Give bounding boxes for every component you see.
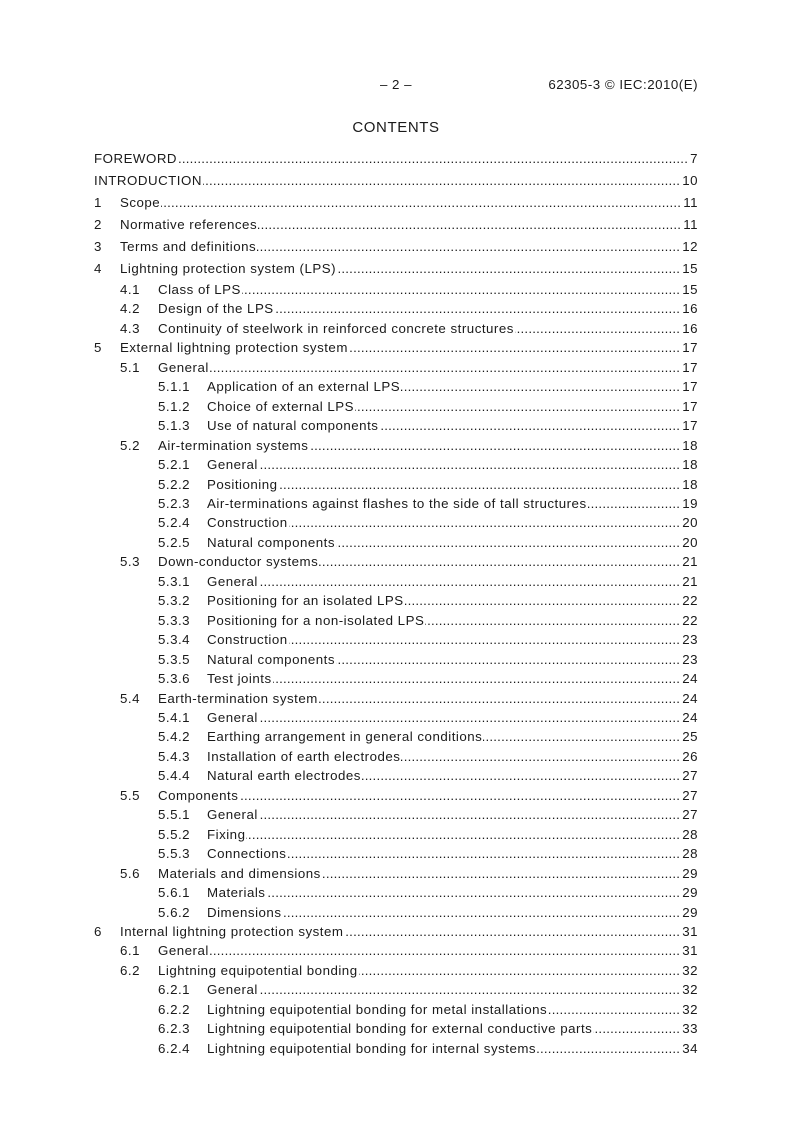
dot-leader xyxy=(239,786,680,805)
toc-entry[interactable] xyxy=(94,299,698,318)
toc-entry-page: 26 xyxy=(682,748,698,764)
toc-entry-page: 20 xyxy=(682,534,698,550)
toc-entry-title: Use of natural components xyxy=(207,418,379,434)
toc-entry-title: Lightning protection system (LPS) xyxy=(120,261,337,276)
dot-leader xyxy=(588,494,681,513)
toc-entry-title: FOREWORD xyxy=(94,151,178,166)
toc-entry-number: 5.2.5 xyxy=(158,534,191,550)
toc-entry-page: 27 xyxy=(682,768,698,784)
toc-entry-title: Construction xyxy=(207,515,288,531)
toc-entry[interactable] xyxy=(94,148,698,170)
toc-entry-page: 18 xyxy=(682,476,698,492)
toc-entry[interactable] xyxy=(94,338,698,357)
toc-entry[interactable] xyxy=(94,258,698,280)
toc-entry-number: 5.3.2 xyxy=(158,593,191,609)
dot-leader xyxy=(355,397,680,416)
toc-entry-title: Lightning equipotential bonding for internal systems xyxy=(207,1040,537,1056)
toc-entry-title: Test joints xyxy=(207,671,272,687)
toc-entry-page: 17 xyxy=(682,359,698,375)
toc-entry-page: 24 xyxy=(682,690,698,706)
toc-entry-number: 6 xyxy=(94,923,102,939)
toc-entry-page: 21 xyxy=(682,573,698,589)
toc-entry-number: 4 xyxy=(94,261,102,276)
dot-leader xyxy=(210,358,680,377)
toc-entry-number: 1 xyxy=(94,195,102,210)
toc-entry-page: 32 xyxy=(682,962,698,978)
toc-entry-page: 21 xyxy=(682,554,698,570)
dot-leader xyxy=(258,214,681,236)
toc-entry[interactable] xyxy=(94,611,698,630)
toc-entry[interactable] xyxy=(94,689,698,708)
dot-leader xyxy=(319,552,680,571)
toc-entry-title: General xyxy=(207,457,258,473)
toc-entry-title: Terms and definitions xyxy=(120,239,257,254)
toc-entry-title: INTRODUCTION xyxy=(94,173,202,188)
toc-entry-title: Normative references xyxy=(120,217,258,232)
toc-entry[interactable] xyxy=(94,214,698,236)
toc-entry-number: 6.2.3 xyxy=(158,1021,191,1037)
table-of-contents xyxy=(94,148,698,1058)
dot-leader xyxy=(336,533,680,552)
toc-entry[interactable] xyxy=(94,786,698,805)
toc-entry-number: 5.1.2 xyxy=(158,398,191,414)
toc-entry-number: 6.1 xyxy=(120,943,140,959)
toc-entry[interactable] xyxy=(94,455,698,474)
dot-leader xyxy=(259,455,680,474)
dot-leader xyxy=(401,747,680,766)
toc-entry[interactable] xyxy=(94,416,698,435)
toc-entry-number: 4.2 xyxy=(120,301,140,317)
toc-entry[interactable] xyxy=(94,377,698,396)
toc-entry-number: 5.4 xyxy=(120,690,140,706)
toc-entry[interactable] xyxy=(94,630,698,649)
toc-entry-title: Natural earth electrodes xyxy=(207,768,361,784)
dot-leader xyxy=(362,766,680,785)
dot-leader xyxy=(336,650,680,669)
toc-entry-page: 15 xyxy=(682,282,698,297)
dot-leader xyxy=(246,825,680,844)
toc-entry-page: 17 xyxy=(682,340,698,356)
toc-entry-title: Construction xyxy=(207,632,288,648)
dot-leader xyxy=(161,192,681,214)
dot-leader xyxy=(279,475,681,494)
toc-entry-page: 34 xyxy=(682,1040,698,1056)
toc-entry-number: 5.5.1 xyxy=(158,807,191,823)
toc-entry-number: 4.1 xyxy=(120,282,140,297)
toc-entry[interactable] xyxy=(94,319,698,338)
toc-entry-number: 5.1.3 xyxy=(158,418,191,434)
toc-entry-number: 5.2 xyxy=(120,437,140,453)
toc-entry-number: 2 xyxy=(94,217,102,232)
toc-entry-page: 33 xyxy=(682,1021,698,1037)
toc-entry-number: 5.4.3 xyxy=(158,748,191,764)
toc-entry[interactable] xyxy=(94,980,698,999)
toc-entry-page: 17 xyxy=(682,418,698,434)
toc-entry-title: Positioning for an isolated LPS xyxy=(207,593,404,609)
toc-entry-page: 16 xyxy=(682,320,698,336)
toc-entry-page: 29 xyxy=(682,904,698,920)
toc-entry[interactable] xyxy=(94,844,698,863)
dot-leader xyxy=(548,1000,680,1019)
toc-entry[interactable] xyxy=(94,766,698,785)
toc-entry-page: 24 xyxy=(682,671,698,687)
toc-entry-title: Class of LPS xyxy=(158,282,241,297)
toc-entry-number: 5.2.4 xyxy=(158,515,191,531)
dot-leader xyxy=(273,669,681,688)
dot-leader xyxy=(319,689,680,708)
dot-leader xyxy=(289,630,681,649)
dot-leader xyxy=(257,236,680,258)
dot-leader xyxy=(593,1019,680,1038)
toc-entry-page: 32 xyxy=(682,1001,698,1017)
toc-entry-page: 10 xyxy=(682,173,698,188)
dot-leader xyxy=(259,708,680,727)
toc-entry-number: 5 xyxy=(94,340,102,356)
toc-entry-number: 6.2.4 xyxy=(158,1040,191,1056)
toc-entry-title: Air-terminations against flashes to the side of tall structures xyxy=(207,495,587,511)
toc-entry[interactable] xyxy=(94,1000,698,1019)
toc-entry-number: 5.4.1 xyxy=(158,709,191,725)
dot-leader xyxy=(537,1039,680,1058)
toc-entry-title: Components xyxy=(158,787,239,803)
toc-entry-title: Lightning equipotential bonding for external conductive parts xyxy=(207,1021,593,1037)
dot-leader xyxy=(359,961,681,980)
toc-entry-number: 5.5.2 xyxy=(158,826,191,842)
toc-entry-page: 31 xyxy=(682,943,698,959)
toc-entry-number: 5.6.1 xyxy=(158,885,191,901)
toc-entry-number: 5.6 xyxy=(120,865,140,881)
toc-entry[interactable] xyxy=(94,397,698,416)
toc-entry-title: General xyxy=(158,359,209,375)
toc-entry-page: 17 xyxy=(682,398,698,414)
dot-leader xyxy=(337,258,680,280)
toc-entry-page: 7 xyxy=(690,151,698,166)
toc-entry-title: External lightning protection system xyxy=(120,340,348,356)
toc-entry-number: 5.4.4 xyxy=(158,768,191,784)
page-title: CONTENTS xyxy=(352,119,440,136)
toc-entry-page: 16 xyxy=(682,301,698,317)
dot-leader xyxy=(259,805,680,824)
dot-leader xyxy=(259,980,680,999)
toc-entry-page: 23 xyxy=(682,632,698,648)
toc-entry-title: Down-conductor systems xyxy=(158,554,319,570)
dot-leader xyxy=(309,436,680,455)
dot-leader xyxy=(289,513,681,532)
toc-entry-title: Internal lightning protection system xyxy=(120,923,344,939)
dot-leader xyxy=(203,170,680,192)
toc-entry-number: 5.2.2 xyxy=(158,476,191,492)
toc-entry-number: 6.2.2 xyxy=(158,1001,191,1017)
toc-entry[interactable] xyxy=(94,192,698,214)
toc-entry-title: General xyxy=(207,807,258,823)
toc-entry-title: Positioning for a non-isolated LPS xyxy=(207,612,425,628)
toc-entry[interactable] xyxy=(94,170,698,192)
toc-entry[interactable] xyxy=(94,650,698,669)
toc-entry[interactable] xyxy=(94,572,698,591)
toc-entry-title: Positioning xyxy=(207,476,278,492)
toc-entry-page: 22 xyxy=(682,593,698,609)
toc-entry-page: 27 xyxy=(682,807,698,823)
toc-entry[interactable] xyxy=(94,1039,698,1058)
toc-entry-page: 29 xyxy=(682,885,698,901)
dot-leader xyxy=(425,611,680,630)
toc-entry[interactable] xyxy=(94,727,698,746)
toc-entry-title: Installation of earth electrodes xyxy=(207,748,401,764)
toc-entry-number: 5.6.2 xyxy=(158,904,191,920)
toc-entry-title: Dimensions xyxy=(207,904,282,920)
toc-entry[interactable] xyxy=(94,805,698,824)
toc-entry-number: 6.2 xyxy=(120,962,140,978)
toc-entry-title: General xyxy=(207,709,258,725)
toc-entry[interactable] xyxy=(94,533,698,552)
toc-entry-title: Materials and dimensions xyxy=(158,865,321,881)
toc-entry-page: 19 xyxy=(682,495,698,511)
toc-entry-title: Choice of external LPS xyxy=(207,398,355,414)
toc-entry[interactable] xyxy=(94,747,698,766)
toc-entry[interactable] xyxy=(94,708,698,727)
toc-entry-page: 31 xyxy=(682,923,698,939)
toc-entry[interactable] xyxy=(94,494,698,513)
header-document-id: 62305-3 © IEC:2010(E) xyxy=(548,77,698,92)
toc-entry-page: 17 xyxy=(682,379,698,395)
toc-entry-number: 5.3.1 xyxy=(158,573,191,589)
toc-entry[interactable] xyxy=(94,941,698,960)
toc-entry-page: 22 xyxy=(682,612,698,628)
toc-entry[interactable] xyxy=(94,864,698,883)
toc-entry-page: 12 xyxy=(682,239,698,254)
toc-entry-title: Materials xyxy=(207,885,266,901)
dot-leader xyxy=(287,844,680,863)
header-page-number: – 2 – xyxy=(379,77,413,92)
toc-entry-title: Earthing arrangement in general conditions xyxy=(207,729,483,745)
toc-entry-title: Natural components xyxy=(207,651,335,667)
toc-entry-page: 28 xyxy=(682,846,698,862)
toc-entry-number: 5.3.6 xyxy=(158,671,191,687)
toc-entry-title: Air-termination systems xyxy=(158,437,309,453)
toc-entry[interactable] xyxy=(94,883,698,902)
dot-leader xyxy=(275,299,681,318)
toc-entry[interactable] xyxy=(94,436,698,455)
dot-leader xyxy=(259,572,680,591)
toc-entry-page: 20 xyxy=(682,515,698,531)
toc-entry[interactable] xyxy=(94,903,698,922)
dot-leader xyxy=(210,941,680,960)
toc-entry[interactable] xyxy=(94,358,698,377)
toc-entry[interactable] xyxy=(94,280,698,299)
toc-entry-number: 5.5 xyxy=(120,787,140,803)
dot-leader xyxy=(344,922,680,941)
toc-entry-title: General xyxy=(207,982,258,998)
dot-leader xyxy=(401,377,680,396)
toc-entry-title: General xyxy=(207,573,258,589)
toc-entry[interactable] xyxy=(94,513,698,532)
dot-leader xyxy=(379,416,680,435)
dot-leader xyxy=(242,280,680,299)
toc-entry[interactable] xyxy=(94,475,698,494)
toc-entry[interactable] xyxy=(94,1019,698,1038)
toc-entry-number: 3 xyxy=(94,239,102,254)
toc-entry-number: 5.4.2 xyxy=(158,729,191,745)
toc-entry-number: 5.3.3 xyxy=(158,612,191,628)
toc-entry-page: 11 xyxy=(683,195,698,210)
toc-entry-title: Application of an external LPS xyxy=(207,379,401,395)
toc-entry[interactable] xyxy=(94,236,698,258)
toc-entry-page: 25 xyxy=(682,729,698,745)
toc-entry-title: Lightning equipotential bonding xyxy=(158,962,358,978)
toc-entry-title: Lightning equipotential bonding for metal installations xyxy=(207,1001,548,1017)
toc-entry-title: General xyxy=(158,943,209,959)
toc-entry-page: 15 xyxy=(682,261,698,276)
toc-entry[interactable] xyxy=(94,961,698,980)
toc-entry-title: Connections xyxy=(207,846,287,862)
dot-leader xyxy=(282,903,680,922)
toc-entry-title: Continuity of steelwork in reinforced concrete structures xyxy=(158,320,514,336)
dot-leader xyxy=(483,727,680,746)
toc-entry-number: 5.1 xyxy=(120,359,140,375)
toc-entry-title: Earth-termination system xyxy=(158,690,318,706)
dot-leader xyxy=(405,591,681,610)
toc-entry-number: 5.3.4 xyxy=(158,632,191,648)
toc-entry-number: 5.2.3 xyxy=(158,495,191,511)
toc-entry-number: 5.3 xyxy=(120,554,140,570)
dot-leader xyxy=(178,148,688,170)
toc-entry-title: Fixing xyxy=(207,826,246,842)
toc-entry-number: 6.2.1 xyxy=(158,982,191,998)
toc-entry-number: 5.2.1 xyxy=(158,457,191,473)
toc-entry-page: 18 xyxy=(682,457,698,473)
toc-entry-page: 18 xyxy=(682,437,698,453)
toc-entry-title: Natural components xyxy=(207,534,335,550)
toc-entry[interactable] xyxy=(94,552,698,571)
toc-entry-page: 28 xyxy=(682,826,698,842)
toc-entry-page: 29 xyxy=(682,865,698,881)
dot-leader xyxy=(349,338,680,357)
toc-entry[interactable] xyxy=(94,922,698,941)
dot-leader xyxy=(515,319,680,338)
toc-entry[interactable] xyxy=(94,669,698,688)
dot-leader xyxy=(266,883,680,902)
toc-entry[interactable] xyxy=(94,825,698,844)
toc-entry-title: Design of the LPS xyxy=(158,301,274,317)
toc-entry-number: 5.3.5 xyxy=(158,651,191,667)
toc-entry-page: 32 xyxy=(682,982,698,998)
toc-entry-page: 11 xyxy=(683,217,698,232)
toc-entry-number: 5.5.3 xyxy=(158,846,191,862)
toc-entry-page: 23 xyxy=(682,651,698,667)
toc-entry-number: 4.3 xyxy=(120,320,140,336)
dot-leader xyxy=(322,864,680,883)
toc-entry-title: Scope xyxy=(120,195,161,210)
toc-entry-page: 27 xyxy=(682,787,698,803)
toc-entry-number: 5.1.1 xyxy=(158,379,191,395)
toc-entry[interactable] xyxy=(94,591,698,610)
toc-entry-page: 24 xyxy=(682,709,698,725)
